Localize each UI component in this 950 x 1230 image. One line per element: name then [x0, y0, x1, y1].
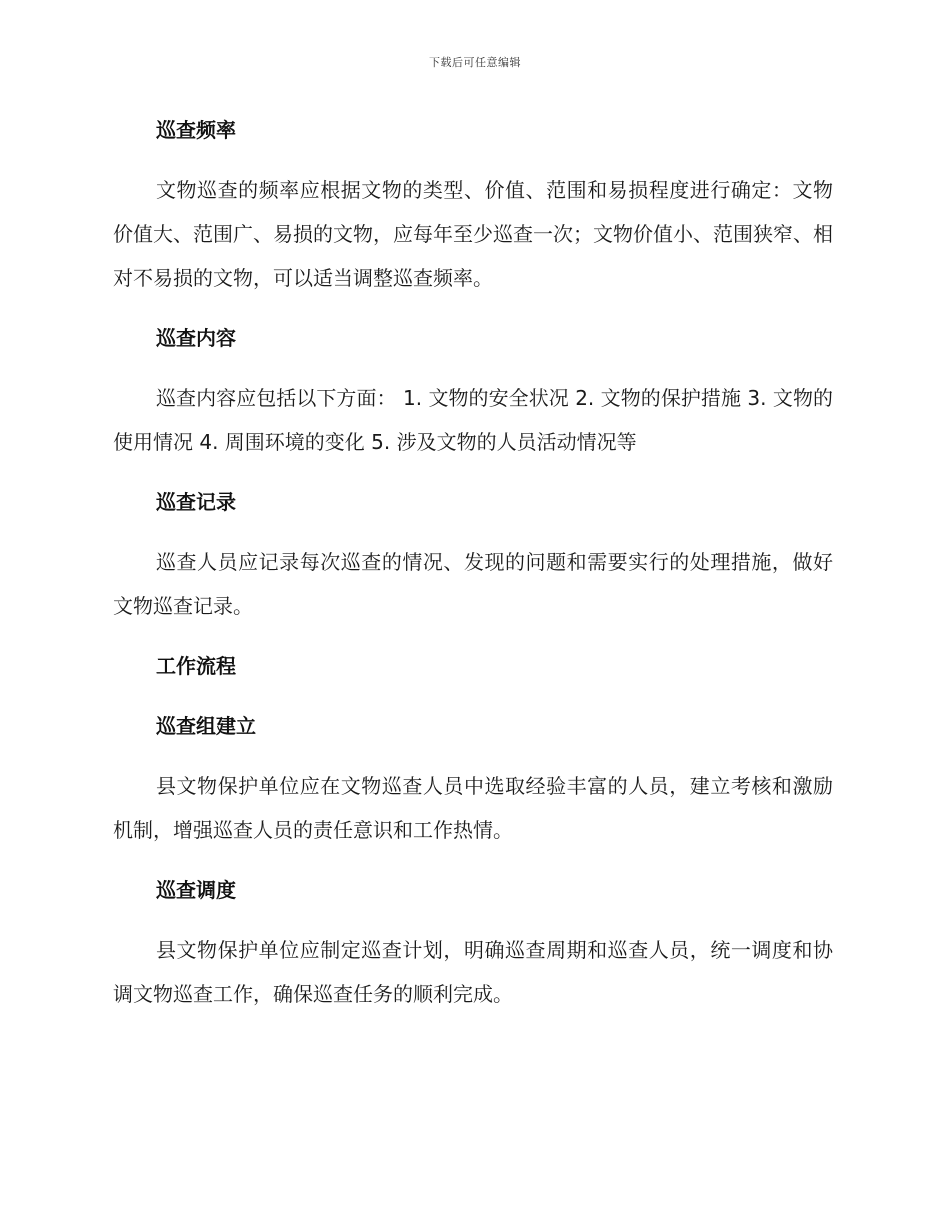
section-heading-frequency: 巡查频率 [156, 118, 236, 142]
section-heading-workflow: 工作流程 [156, 654, 236, 678]
document-body [113, 108, 833, 1032]
section-heading-content: 巡查内容 [156, 326, 236, 350]
section-paragraph-record: 巡查人员应记录每次巡查的情况、发现的问题和需要实行的处理措施，做好文物巡查记录。 [113, 550, 833, 618]
section-paragraph-team: 县文物保护单位应在文物巡查人员中选取经验丰富的人员，建立考核和激励机制，增强巡查人员的责任意识和工作热情。 [113, 774, 833, 842]
section-heading-record: 巡查记录 [156, 490, 236, 514]
section-paragraph-content: 巡查内容应包括以下方面： 1. 文物的安全状况 2. 文物的保护措施 3. 文物的使用情况 4. 周围环境的变化 5. 涉及文物的人员活动情况等 [113, 386, 833, 454]
page-header-note: 下载后可任意编辑 [429, 56, 521, 69]
section-paragraph-frequency: 文物巡查的频率应根据文物的类型、价值、范围和易损程度进行确定：文物价值大、范围广、易损的文物，应每年至少巡查一次；文物价值小、范围狭窄、相对不易损的文物，可以适当调整巡查频率。 [113, 178, 833, 290]
section-heading-dispatch: 巡查调度 [156, 878, 236, 902]
section-paragraph-dispatch: 县文物保护单位应制定巡查计划，明确巡查周期和巡查人员，统一调度和协调文物巡查工作，确保巡查任务的顺利完成。 [113, 938, 833, 1006]
section-heading-team: 巡查组建立 [156, 714, 256, 738]
